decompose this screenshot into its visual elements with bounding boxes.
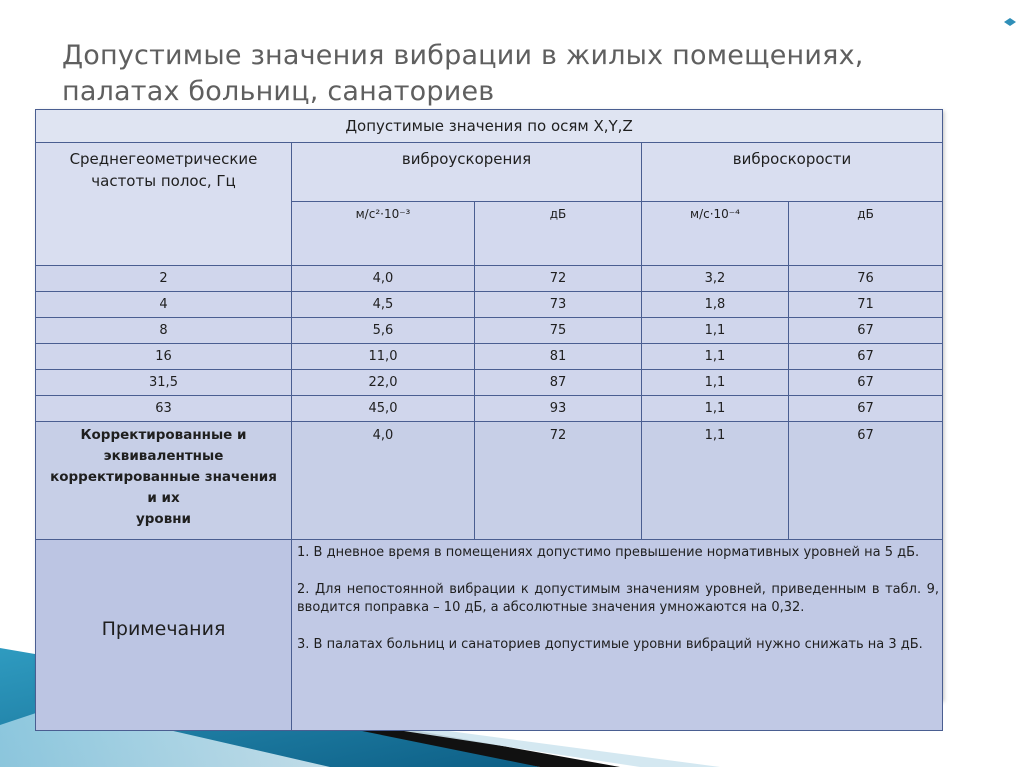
frequency-cell: 8 xyxy=(36,318,292,344)
slide-title xyxy=(62,38,962,110)
acceleration-db-header: дБ xyxy=(475,202,642,266)
acceleration-db-cell: 93 xyxy=(475,396,642,422)
corner-arrow-icon xyxy=(1004,18,1016,26)
acceleration-cell: 5,6 xyxy=(292,318,475,344)
acceleration-db-cell: 72 xyxy=(475,266,642,292)
corrected-label-line: Корректированные и xyxy=(80,427,247,443)
corrected-velocity-db-cell: 67 xyxy=(789,422,943,540)
acceleration-db-cell: 87 xyxy=(475,370,642,396)
frequency-cell: 31,5 xyxy=(36,370,292,396)
corrected-label-line: корректированные значения xyxy=(50,469,277,485)
velocity-db-cell: 76 xyxy=(789,266,943,292)
velocity-group-header: виброскорости xyxy=(642,143,943,202)
acceleration-cell: 4,5 xyxy=(292,292,475,318)
table-row xyxy=(36,318,943,344)
header-main-cell: Допустимые значения по осям X,Y,Z xyxy=(36,110,943,143)
corrected-acceleration-db-cell: 72 xyxy=(475,422,642,540)
table-header-row xyxy=(36,110,943,143)
corrected-velocity-cell: 1,1 xyxy=(642,422,789,540)
velocity-db-cell: 67 xyxy=(789,396,943,422)
corrected-acceleration-cell: 4,0 xyxy=(292,422,475,540)
velocity-cell: 1,1 xyxy=(642,396,789,422)
note-item: 2. Для непостоянной вибрации к допустимым значениям уровней, приведенным в табл. 9, вводится поправка – 10 дБ, а абсолютные значения умножаются на 0,32. xyxy=(297,581,940,615)
velocity-cell: 1,1 xyxy=(642,344,789,370)
table-row xyxy=(36,396,943,422)
table-group-header-row xyxy=(36,143,943,202)
slide-title-line-2: палатах больниц, санаториев xyxy=(62,76,495,107)
acceleration-group-header: виброускорения xyxy=(292,143,642,202)
velocity-db-header: дБ xyxy=(789,202,943,266)
acceleration-db-cell: 73 xyxy=(475,292,642,318)
acceleration-db-cell: 75 xyxy=(475,318,642,344)
velocity-cell: 1,1 xyxy=(642,370,789,396)
velocity-db-cell: 67 xyxy=(789,344,943,370)
velocity-cell: 3,2 xyxy=(642,266,789,292)
corrected-label-line: эквивалентные xyxy=(103,448,224,464)
frequency-cell: 4 xyxy=(36,292,292,318)
acceleration-cell: 45,0 xyxy=(292,396,475,422)
frequency-cell: 16 xyxy=(36,344,292,370)
note-item: 1. В дневное время в помещениях допустимо превышение нормативных уровней на 5 дБ. xyxy=(297,545,920,560)
frequency-cell: 63 xyxy=(36,396,292,422)
acceleration-cell: 4,0 xyxy=(292,266,475,292)
table-row xyxy=(36,344,943,370)
acceleration-cell: 22,0 xyxy=(292,370,475,396)
frequency-header-cell: Среднегеометрические частоты полос, Гц xyxy=(36,143,292,266)
table-row xyxy=(36,266,943,292)
frequency-cell: 2 xyxy=(36,266,292,292)
acceleration-cell: 11,0 xyxy=(292,344,475,370)
acceleration-unit-header: м/с²·10⁻³ xyxy=(292,202,475,266)
corrected-label-line: и их xyxy=(147,490,180,506)
notes-row xyxy=(36,540,943,731)
velocity-cell: 1,1 xyxy=(642,318,789,344)
corrected-values-row xyxy=(36,422,943,540)
velocity-db-cell: 67 xyxy=(789,318,943,344)
table-row xyxy=(36,292,943,318)
corrected-label-line: уровни xyxy=(135,511,192,527)
corrected-values-label xyxy=(36,422,292,540)
velocity-unit-header: м/с·10⁻⁴ xyxy=(642,202,789,266)
velocity-db-cell: 67 xyxy=(789,370,943,396)
notes-cell xyxy=(292,540,943,731)
notes-label: Примечания xyxy=(36,540,292,731)
slide-title-line-1: Допустимые значения вибрации в жилых помещениях, xyxy=(62,40,864,71)
table-row xyxy=(36,370,943,396)
acceleration-db-cell: 81 xyxy=(475,344,642,370)
vibration-limits-table xyxy=(35,109,943,731)
note-item: 3. В палатах больниц и санаториев допустимые уровни вибраций нужно снижать на 3 дБ. xyxy=(297,636,923,652)
vibration-table-container xyxy=(35,109,942,700)
velocity-db-cell: 71 xyxy=(789,292,943,318)
velocity-cell: 1,8 xyxy=(642,292,789,318)
